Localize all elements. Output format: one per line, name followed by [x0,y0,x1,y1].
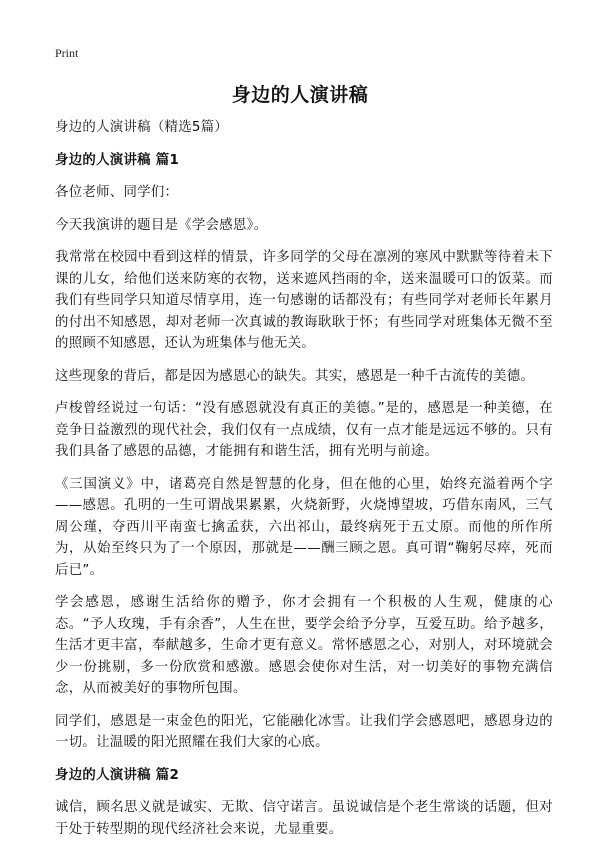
section-2 [55,765,553,841]
document-subtitle: 身边的人演讲稿（精选5篇） [55,120,229,135]
paragraph: 《三国演义》中，诸葛亮自然是智慧的化身，但在他的心里，始终充溢着两个字——感恩。孔明的一生可谓战果累累，火烧新野，火烧博望坡，巧借东南风，三气周公瑾，夺西川平南蛮七擒孟获，六出祁山，最终病死于五丈原。而他的所作所为，从始至终只为了一个原因，那就是——酬三顾之恩。真可谓“鞠躬尽瘁，死而后已”。 [55,476,553,578]
section-heading: 身边的人演讲稿 篇2 [55,767,180,783]
paragraph: 诚信，顾名思义就是诚实、无欺、信守诺言。虽说诚信是个老生常谈的话题，但对于处于转型期的现代经济社会来说，尤显重要。 [55,800,553,837]
section-heading: 身边的人演讲稿 篇1 [55,152,180,168]
paragraph: 今天我演讲的题目是《学会感恩》。 [55,217,268,233]
paragraph: 我常常在校园中看到这样的情景，许多同学的父母在凛冽的寒风中默默等待着未下课的儿女，给他们送来防寒的衣物，送来遮风挡雨的伞，送来温暖可口的饭菜。而我们有些同学只知道尽情享用，连一句感谢的话都没有；有些同学对老师长年累月的付出不知感恩，却对老师一次真诚的教诲耿耿于怀；有些同学对班集体无微不至的照顾不知感恩，还认为班集体与他无关。 [55,250,553,351]
document-body [55,117,553,851]
print-label: Print [55,46,79,60]
paragraph: 学会感恩，感谢生活给你的赠予，你才会拥有一个积极的人生观，健康的心态。“予人玫瑰，手有余香”，人生在世，要学会给予分享，互爱互助。给予越多，生活才更丰富，奉献越多，生命才更有意义。常怀感恩之心，对别人，对环境就会少一份挑剔，多一份欣赏和感激。感恩会使你对生活，对一切美好的事物充满信念，从而被美好的事物所包围。 [55,595,553,696]
paragraph: 这些现象的背后，都是因为感恩心的缺失。其实，感恩是一种千古流传的美德。 [55,368,535,384]
paragraph: 各位老师、同学们： [55,185,179,200]
section-1 [55,150,553,754]
paragraph: 同学们，感恩是一束金色的阳光，它能融化冰雪。让我们学会感恩吧，感恩身边的一切。让温暖的阳光照耀在我们大家的心底。 [55,713,553,750]
paragraph: 卢梭曾经说过一句话：“没有感恩就没有真正的美德。”是的，感恩是一种美德，在竞争日益激烈的现代社会，我们仅有一点成绩，仅有一点才能是远远不够的。只有我们具备了感恩的品德，才能拥有和谐生活，拥有光明与前途。 [55,401,553,459]
document-title: 身边的人演讲稿 [231,84,369,106]
